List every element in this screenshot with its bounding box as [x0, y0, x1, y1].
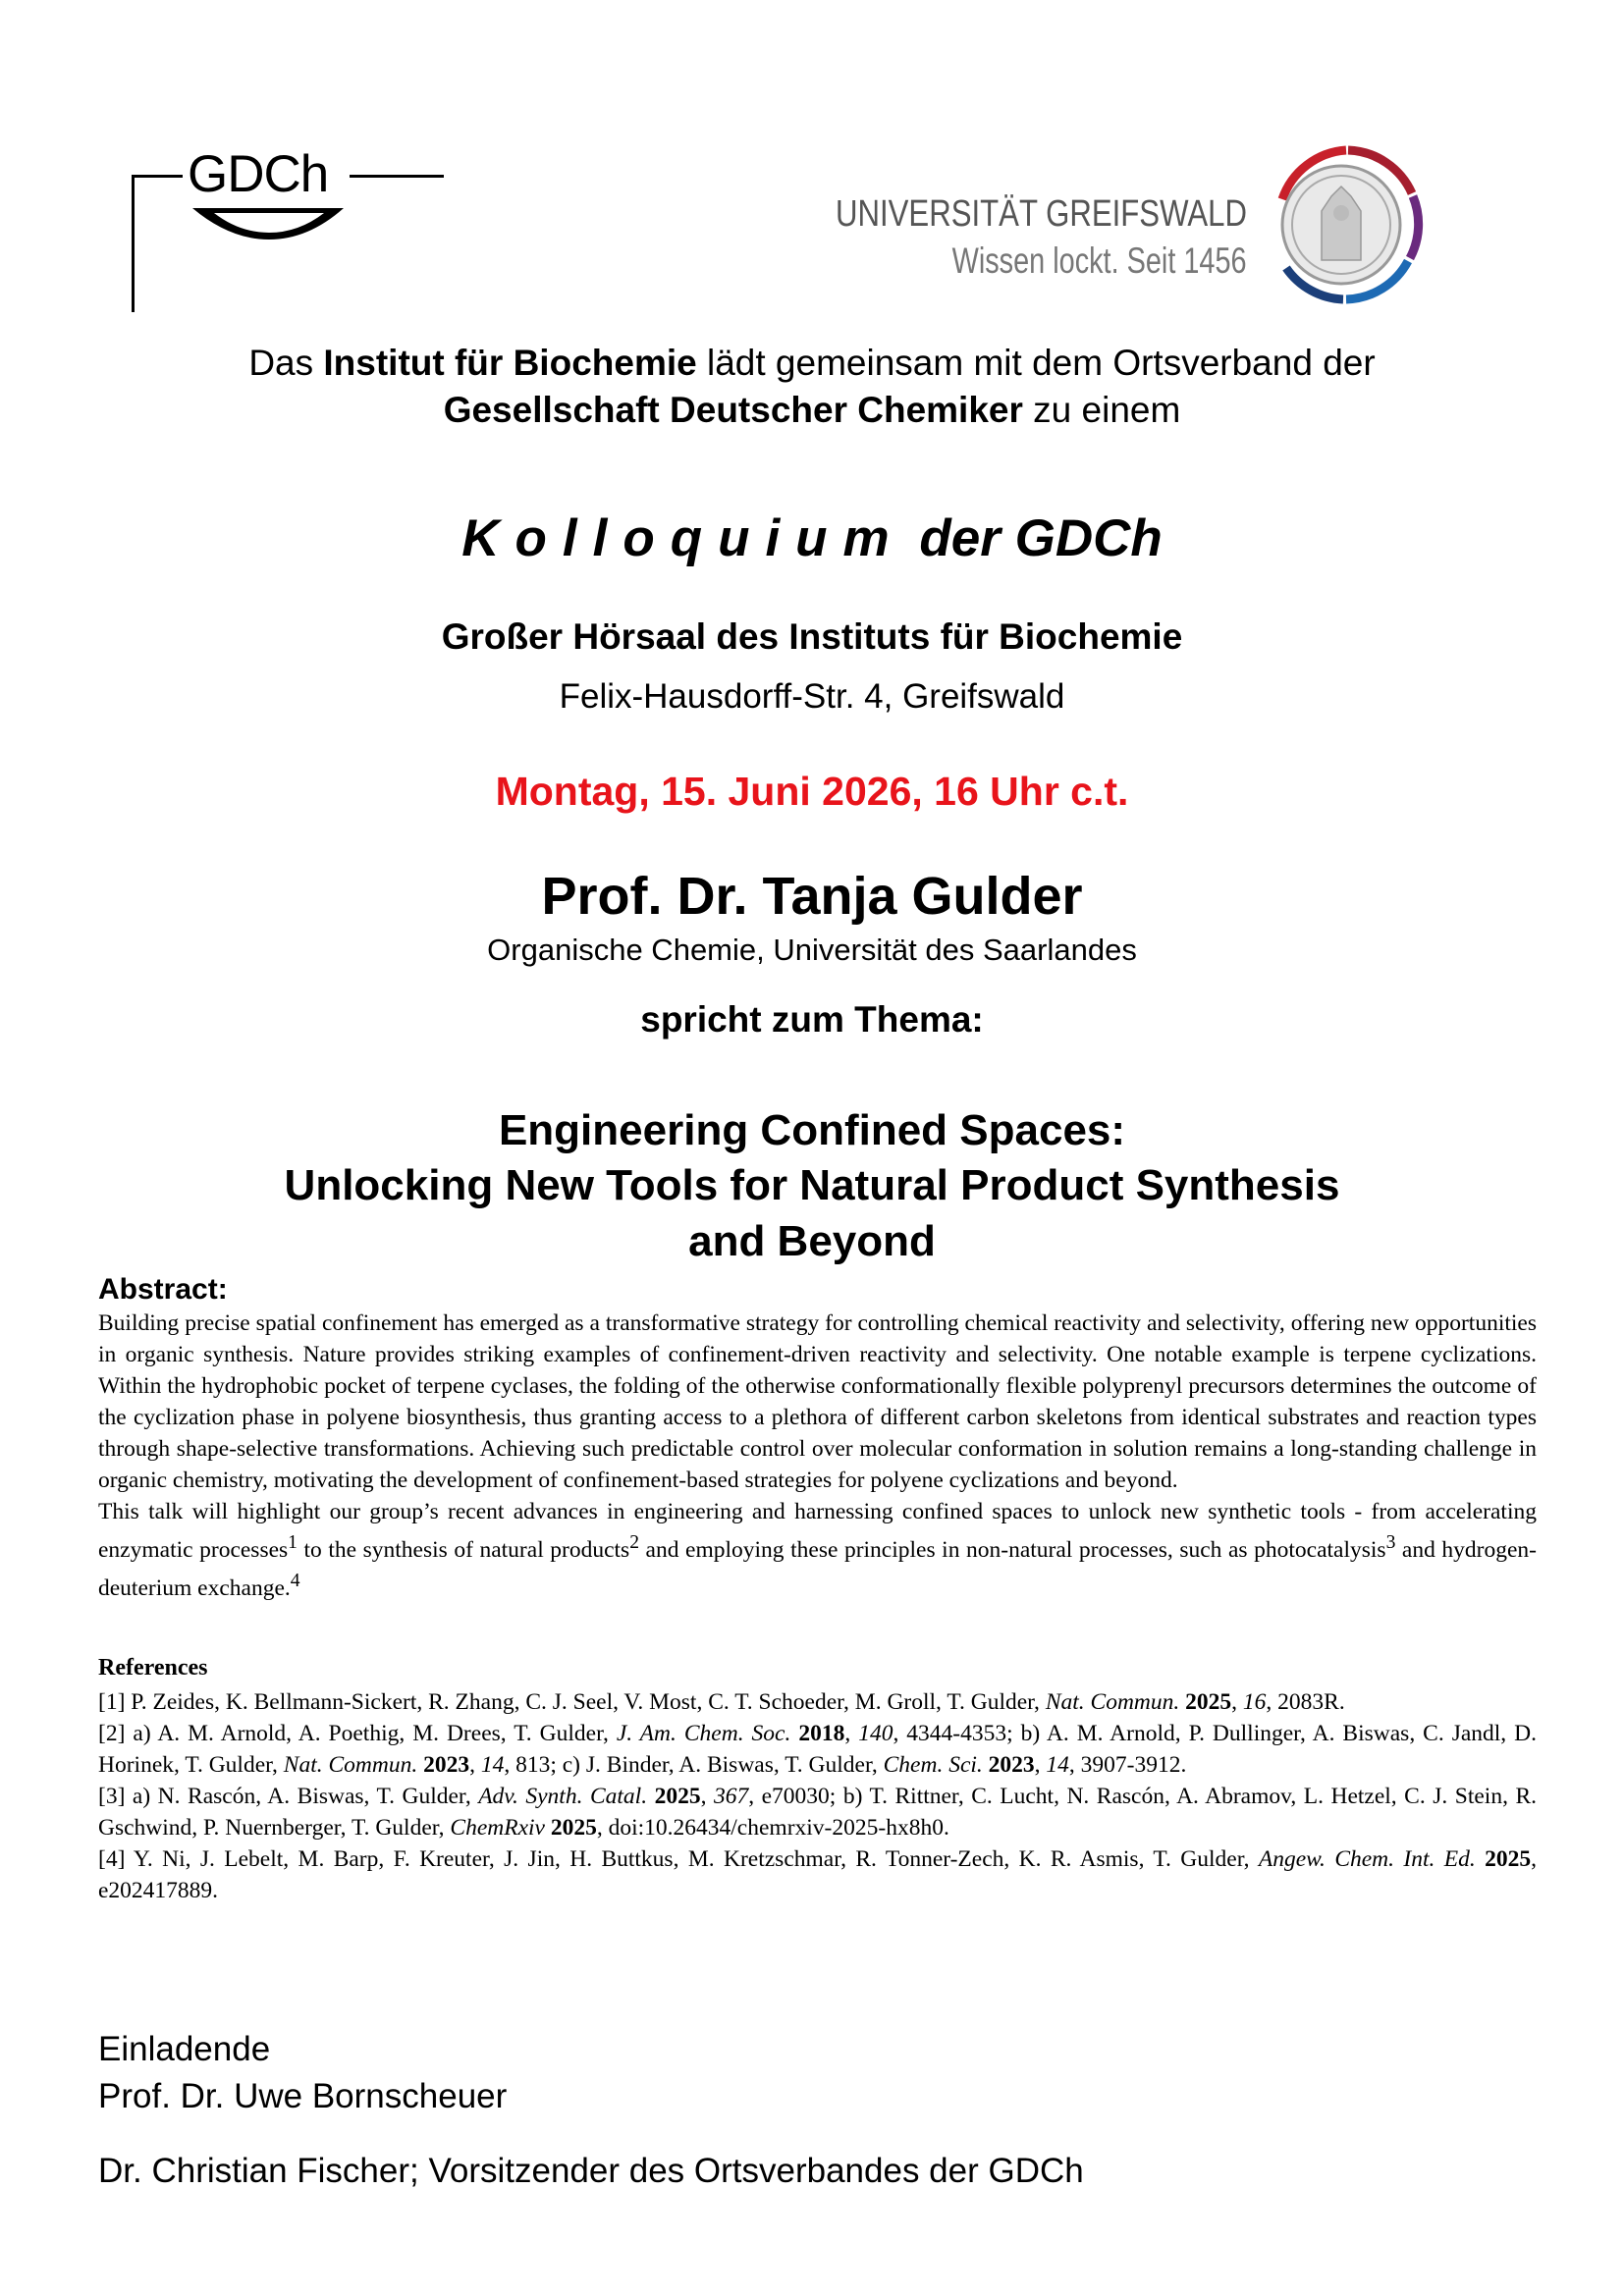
event-title-rest: der GDCh	[919, 509, 1163, 567]
talk-title-line-1: Engineering Confined Spaces:	[498, 1106, 1126, 1154]
reference-number: [3]	[98, 1784, 126, 1809]
reference-journal: J. Am. Chem. Soc.	[616, 1721, 791, 1746]
abstract-text: and hydrogen-deuterium exchange.	[98, 1536, 1537, 1601]
reference-pages: , e202417889.	[98, 1846, 1537, 1903]
reference-number: [2]	[98, 1721, 126, 1746]
references-heading: References	[98, 1655, 208, 1681]
logo-bracket-line	[132, 175, 183, 178]
gdch-bowl-icon	[190, 206, 348, 241]
reference-pages: , 4344-4353; b) A. M. Arnold, P. Dullinger, A. Biswas, C. Jandl, D. Horinek, T. Gulder,	[98, 1721, 1538, 1778]
citation-marker: 1	[288, 1532, 298, 1553]
reference-authors: P. Zeides, K. Bellmann-Sickert, R. Zhang, C. J. Seel, V. Most, C. T. Schoeder, M. Groll, T. Gulder,	[125, 1689, 1046, 1715]
reference-volume: 16	[1242, 1689, 1267, 1715]
reference-pages: , 3907-3912.	[1068, 1752, 1187, 1778]
reference-authors: Y. Ni, J. Lebelt, M. Barp, F. Kreuter, J. Jin, H. Buttkus, M. Kretzschmar, R. Tonner-Zech, K. R. Asmis, T. Gulder,	[125, 1846, 1259, 1872]
abstract-text: This talk will highlight our group’s recent advances in engineering and harnessing confined spaces to unlock new synthetic tools - from accelerating enzymatic processes	[98, 1499, 1537, 1563]
institute-name: Institut für Biochemie	[323, 343, 697, 383]
reference-number: [4]	[98, 1846, 126, 1872]
abstract-text: and employing these principles in non-natural processes, such as photocatalysis	[639, 1536, 1386, 1563]
citation-marker: 3	[1385, 1532, 1396, 1553]
reference-pages: , e70030; b) T. Rittner, C. Lucht, N. Rascón, A. Abramov, L. Hetzel, C. J. Stein, R. Gschwind, P. Nuernberger, T. Gulder,	[98, 1784, 1538, 1841]
speaker-name: Prof. Dr. Tanja Gulder	[541, 867, 1083, 926]
reference-pages: , 813; c) J. Binder, A. Biswas, T. Gulder,	[504, 1752, 884, 1778]
reference-journal: Nat. Commun.	[283, 1752, 418, 1778]
gdch-logo-text: GDCh	[188, 145, 329, 203]
event-address: Felix-Hausdorff-Str. 4, Greifswald	[559, 677, 1065, 716]
reference-year: 2025	[654, 1784, 701, 1809]
event-venue: Großer Hörsaal des Instituts für Biochemie	[441, 616, 1183, 657]
abstract-heading: Abstract:	[98, 1273, 228, 1306]
talk-title-line-2: Unlocking New Tools for Natural Product Synthesis	[284, 1161, 1340, 1209]
reference-year: 2023	[423, 1752, 470, 1778]
reference-year: 2018	[798, 1721, 845, 1746]
reference-journal: Nat. Commun.	[1045, 1689, 1180, 1715]
citation-marker: 2	[629, 1532, 639, 1553]
speaker-affiliation: Organische Chemie, Universität des Saarlandes	[487, 933, 1137, 967]
abstract-paragraph-1: Building precise spatial confinement has emerged as a transformative strategy for controlling chemical reactivity and selectivity, offering new opportunities in organic synthesis. Nature provides striking examples of confinement-driven reactivity and selectivity. One notable example is terpene cyclizations. Within the hydrophobic pocket of terpene cyclases, the folding of the otherwise conformationally flexible polyprenyl precursors determines the outcome of the cyclization phase in polyene biosynthesis, thus granting access to a plethora of different carbon skeletons from identical substrates and reaction types through shape-selective transformations. Achieving such predictable control over molecular conformation in solution remains a long-standing challenge in organic chemistry, motivating the development of confinement-based strategies for polyene cyclizations and beyond.	[98, 1310, 1537, 1493]
abstract-text: to the synthesis of natural products	[297, 1536, 630, 1563]
event-title-spaced: Kolloquium	[461, 509, 905, 567]
reference-item: [2] a) A. M. Arnold, A. Poethig, M. Drees, T. Gulder, J. Am. Chem. Soc. 2018, 140, 4344-4353; b) A. M. Arnold, P. Dullinger, A. Biswas, C. Jandl, D. Horinek, T. Gulder, Nat. Commun. 2023, 14, 813; c) J. Binder, A. Biswas, T. Gulder, Chem. Sci. 2023, 14, 3907-3912.	[98, 1721, 1538, 1778]
reference-pages: , doi:10.26434/chemrxiv-2025-hx8h0.	[596, 1815, 949, 1841]
event-date: Montag, 15. Juni 2026, 16 Uhr c.t.	[495, 769, 1129, 814]
talk-title-line-3: and Beyond	[688, 1217, 936, 1265]
intro-text: lädt gemeinsam mit dem Ortsverband der	[696, 343, 1376, 383]
reference-volume: 14	[1046, 1752, 1069, 1778]
reference-authors: a) A. M. Arnold, A. Poethig, M. Drees, T. Gulder,	[125, 1721, 617, 1746]
logo-bracket-line	[132, 175, 135, 312]
references-list	[98, 1686, 1537, 1906]
intro-text: zu einem	[1022, 390, 1181, 430]
signature-host-2: Dr. Christian Fischer; Vorsitzender des Ortsverbandes der GDCh	[98, 2152, 1084, 2190]
reference-year: 2025	[550, 1815, 597, 1841]
reference-item: [3] a) N. Rascón, A. Biswas, T. Gulder, Adv. Synth. Catal. 2025, 367, e70030; b) T. Rittner, C. Lucht, N. Rascón, A. Abramov, L. Hetzel, C. J. Stein, R. Gschwind, P. Nuernberger, T. Gulder, ChemRxiv 2025, doi:10.26434/chemrxiv-2025-hx8h0.	[98, 1784, 1538, 1841]
reference-journal: ChemRxiv	[450, 1815, 545, 1841]
reference-year: 2023	[988, 1752, 1035, 1778]
reference-journal: Adv. Synth. Catal.	[478, 1784, 648, 1809]
gdch-logo	[132, 145, 456, 316]
university-motto: Wissen lockt. Seit 1456	[952, 240, 1247, 281]
abstract-paragraph-2	[98, 1496, 1537, 1604]
intro-line-2	[0, 390, 1624, 431]
university-logo	[785, 142, 1443, 339]
reference-year: 2025	[1485, 1846, 1532, 1872]
citation-marker: 4	[290, 1570, 300, 1591]
speaks-label: spricht zum Thema:	[640, 999, 984, 1040]
reference-volume: 140	[858, 1721, 893, 1746]
logo-rule-line	[350, 175, 444, 178]
reference-volume: 14	[480, 1752, 505, 1778]
intro-line-1	[0, 343, 1624, 384]
reference-journal: Chem. Sci.	[883, 1752, 983, 1778]
university-name: UNIVERSITÄT GREIFSWALD	[836, 193, 1247, 235]
reference-journal: Angew. Chem. Int. Ed.	[1258, 1846, 1476, 1872]
reference-item	[98, 1843, 1537, 1906]
reference-pages: , 2083R.	[1266, 1689, 1345, 1715]
university-seal-icon	[1263, 142, 1430, 309]
reference-authors: a) N. Rascón, A. Biswas, T. Gulder,	[125, 1784, 479, 1809]
reference-volume: 367	[713, 1784, 749, 1809]
reference-year: 2025	[1185, 1689, 1232, 1715]
signature-label: Einladende	[98, 2030, 271, 2068]
reference-item: [1] P. Zeides, K. Bellmann-Sickert, R. Zhang, C. J. Seel, V. Most, C. T. Schoeder, M. Groll, T. Gulder, Nat. Commun. 2025, 16, 2083R.	[98, 1689, 1345, 1715]
event-title	[0, 508, 1624, 568]
intro-text: Das	[248, 343, 324, 383]
society-name: Gesellschaft Deutscher Chemiker	[443, 390, 1023, 430]
signature-host-1: Prof. Dr. Uwe Bornscheuer	[98, 2077, 508, 2115]
reference-number: [1]	[98, 1689, 126, 1715]
abstract-body	[98, 1308, 1537, 1604]
